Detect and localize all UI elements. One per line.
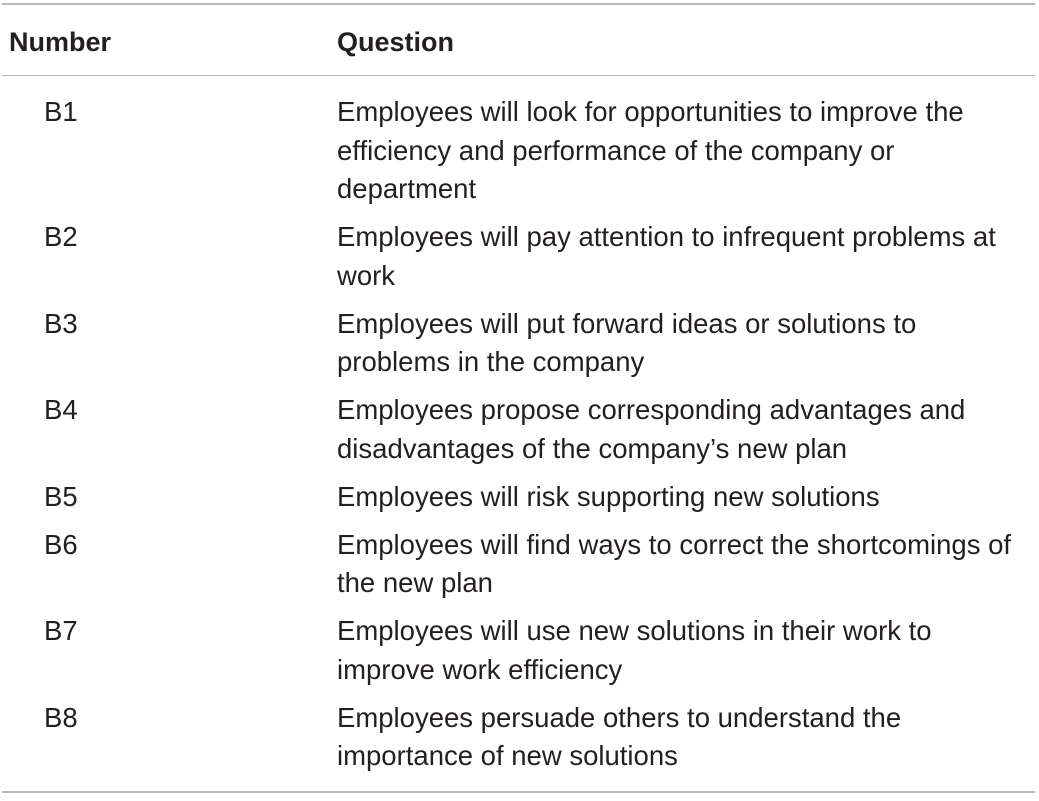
row-number: B4 bbox=[44, 394, 78, 425]
row-question: Employees will risk supporting new solutions bbox=[337, 480, 880, 512]
row-number: B1 bbox=[44, 96, 78, 127]
table-top-rule bbox=[2, 3, 1035, 5]
row-question: Employees will put forward ideas or solutions to problems in the company bbox=[337, 307, 917, 377]
header-question: Question bbox=[337, 27, 455, 57]
row-number: B7 bbox=[44, 615, 78, 646]
table-header-rule bbox=[2, 75, 1035, 76]
table-row bbox=[2, 305, 1035, 382]
table-row bbox=[2, 699, 1035, 776]
table-row bbox=[2, 93, 1035, 209]
row-question: Employees will look for opportunities to improve the efficiency and performance of the company or department bbox=[337, 96, 964, 204]
table-header-row bbox=[2, 22, 1035, 62]
row-question: Employees will pay attention to infrequent problems at work bbox=[337, 221, 996, 291]
table-row bbox=[2, 391, 1035, 468]
row-number: B3 bbox=[44, 307, 78, 339]
table-row bbox=[2, 478, 1035, 517]
row-question: Employees will use new solutions in their work to improve work efficiency bbox=[337, 615, 932, 685]
row-number: B6 bbox=[44, 528, 78, 560]
row-number: B2 bbox=[44, 221, 78, 252]
row-question: Employees persuade others to understand the importance of new solutions bbox=[337, 701, 902, 771]
table-row bbox=[2, 218, 1035, 295]
row-number: B5 bbox=[44, 480, 78, 512]
table-body bbox=[2, 93, 1035, 785]
question-table bbox=[2, 0, 1037, 801]
table-row bbox=[2, 612, 1035, 689]
header-number: Number bbox=[9, 27, 112, 57]
row-number: B8 bbox=[44, 701, 78, 733]
table-row bbox=[2, 526, 1035, 603]
row-question: Employees will find ways to correct the shortcomings of the new plan bbox=[337, 528, 1012, 598]
row-question: Employees propose corresponding advantages and disadvantages of the company’s new plan bbox=[337, 394, 966, 464]
table-bottom-rule bbox=[2, 791, 1035, 793]
